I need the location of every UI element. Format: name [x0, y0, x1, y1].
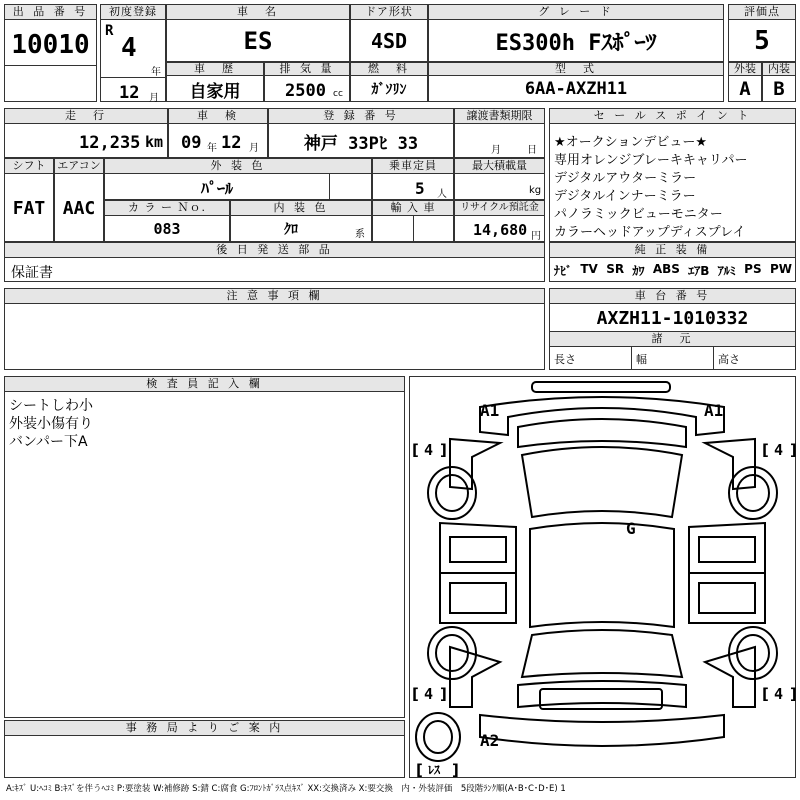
- history-value: 自家用: [189, 81, 241, 102]
- exterior-color-box: [104, 158, 372, 200]
- lot-number-label: 出 品 番 号: [4, 4, 97, 20]
- color-no-box: [104, 200, 230, 242]
- interior-grade-label: 内装: [762, 62, 796, 76]
- sales-point-item: パノラミックビューモニター: [554, 207, 723, 222]
- equipment-item: PS: [744, 262, 762, 276]
- equipment-box: [549, 242, 796, 282]
- grade-box: [428, 4, 724, 62]
- first-reg-year: 4: [121, 33, 137, 63]
- interior-color-value: ｸﾛ: [284, 222, 298, 238]
- score-label: 評価点: [728, 4, 796, 20]
- equipment-item: ｱﾙﾐ: [717, 264, 736, 278]
- fuel-box: [350, 62, 428, 102]
- displacement-label: 排 気 量: [264, 62, 350, 76]
- sales-point-item: デジタルアウターミラー: [554, 171, 697, 186]
- spare-tire-mark: ﾚｽ: [428, 763, 441, 777]
- mark-roof: G: [626, 519, 636, 538]
- inspection-box: [168, 108, 268, 158]
- svg-text:]: ]: [790, 685, 797, 703]
- mileage-label: 走 行: [4, 108, 168, 124]
- lot-number-box: [4, 4, 97, 102]
- sales-points-label: セ ー ル ス ポ イ ン ト: [549, 108, 796, 124]
- office-box: [4, 720, 405, 778]
- transfer-month-unit: 月: [491, 145, 501, 156]
- svg-text:[: [: [762, 685, 769, 703]
- spec-length: 長さ: [550, 346, 632, 370]
- specs-label: 諸 元: [549, 331, 796, 347]
- color-no-label: カ ラ ー Ｎｏ.: [104, 200, 230, 216]
- exterior-color-label: 外 装 色: [104, 158, 372, 174]
- equipment-item: TV: [580, 262, 598, 276]
- spec-width: 幅: [632, 346, 714, 370]
- inspection-label: 車 検: [168, 108, 268, 124]
- color-no-value: 083: [153, 220, 181, 238]
- office-label: 事 務 局 よ り ご 案 内: [4, 720, 405, 736]
- max-load-unit: kg: [529, 185, 542, 196]
- inspector-note: シートしわ小: [9, 398, 93, 414]
- exterior-grade-label: 外装: [728, 62, 762, 76]
- interior-color-box: [230, 200, 372, 242]
- car-name-value: ES: [243, 27, 273, 55]
- first-reg-era: R: [105, 23, 114, 39]
- mark-front-right: A1: [704, 401, 724, 420]
- recycle-label: リサイクル預託金: [454, 200, 545, 216]
- svg-text:[: [: [412, 441, 419, 459]
- later-parts-value: 保証書: [11, 265, 53, 281]
- door-value: 4SD: [370, 29, 408, 53]
- equipment-list: [554, 262, 792, 279]
- exterior-grade-value: A: [739, 78, 751, 100]
- svg-text:[: [: [416, 761, 423, 779]
- chassis-box: [549, 288, 796, 370]
- grade-label: グ レ ー ド: [428, 4, 724, 20]
- sales-point-item: 専用オレンジブレーキキャリパー: [554, 153, 748, 168]
- sales-point-item: デジタルインナーミラー: [554, 189, 696, 204]
- import-box: [372, 200, 454, 242]
- exterior-color-value: ﾊﾟｰﾙ: [200, 178, 233, 198]
- capacity-value: 5: [415, 179, 425, 198]
- door-label: ドア形状: [350, 4, 428, 20]
- first-reg-month: 12: [119, 83, 140, 103]
- model-box: [428, 62, 724, 102]
- equipment-item: PW: [769, 262, 792, 276]
- inspection-year: 09: [181, 133, 202, 153]
- displacement-value: 2500: [285, 81, 326, 101]
- grade-value: ES300h Fｽﾎﾟｰﾂ: [495, 30, 657, 56]
- displacement-unit: cc: [333, 89, 343, 99]
- legend-text: A:ｷｽﾞ U:ﾍｺﾐ B:ｷｽﾞを伴うﾍｺﾐ P:要塗装 W:補修跡 S:錆 C:腐食 G:ﾌﾛﾝﾄｶﾞﾗｽ点ｷｽﾞ XX:交換済み X:要交換 内・外装評価 5段階ﾗﾝｸ順(A･B･C･D･E) 1: [6, 784, 566, 794]
- fuel-label: 燃 料: [350, 62, 428, 76]
- interior-color-suffix: 系: [355, 229, 365, 240]
- model-label: 型 式: [428, 62, 724, 76]
- interior-grade-box: [762, 62, 796, 102]
- interior-color-label: 内 装 色: [230, 200, 372, 216]
- spec-height: 高さ: [718, 353, 740, 366]
- shift-box: [4, 158, 54, 242]
- svg-text:]: ]: [452, 761, 459, 779]
- capacity-unit: 人: [437, 189, 447, 200]
- svg-text:[: [: [412, 685, 419, 703]
- inspector-note: 外装小傷有り: [9, 416, 93, 432]
- sales-point-item: ★オークションデビュー★: [554, 135, 708, 150]
- tire-rr-mark: 4: [774, 685, 784, 703]
- caution-box: [4, 288, 545, 370]
- shift-label: シフト: [4, 158, 54, 174]
- aircon-value: AAC: [62, 197, 96, 219]
- first-registration-box: [100, 4, 166, 102]
- score-box: [728, 4, 796, 62]
- transfer-box: [454, 108, 545, 158]
- door-box: [350, 4, 428, 62]
- plate-label: 登 録 番 号: [268, 108, 454, 124]
- later-parts-box: [4, 242, 545, 282]
- mileage-value: 12,235: [79, 133, 141, 153]
- mark-front-left: A1: [480, 401, 500, 420]
- mileage-unit: km: [145, 133, 164, 151]
- equipment-item: SR: [606, 262, 625, 276]
- chassis-label: 車 台 番 号: [549, 288, 796, 304]
- car-name-box: [166, 4, 350, 62]
- interior-grade-value: B: [773, 78, 785, 100]
- capacity-box: [372, 158, 454, 200]
- plate-value: 神戸 33Pﾋ 33: [303, 133, 419, 154]
- aircon-label: エアコン: [54, 158, 104, 174]
- history-box: [166, 62, 264, 102]
- svg-text:]: ]: [440, 685, 447, 703]
- inspection-month-unit: 月: [249, 143, 259, 154]
- inspector-note: バンパー下A: [9, 434, 88, 450]
- score-value: 5: [754, 26, 770, 56]
- car-diagram: [409, 376, 796, 778]
- equipment-item: ﾅﾋﾞ: [554, 264, 573, 278]
- inspection-year-unit: 年: [207, 143, 217, 154]
- aircon-box: [54, 158, 104, 242]
- max-load-box: [454, 158, 545, 200]
- caution-label: 注 意 事 項 欄: [4, 288, 545, 304]
- shift-value: FAT: [12, 197, 46, 219]
- inspector-box: [4, 376, 405, 718]
- first-reg-month-unit: 月: [149, 93, 159, 104]
- tire-rl-mark: 4: [424, 685, 434, 703]
- capacity-label: 乗車定員: [372, 158, 454, 174]
- equipment-item: ｶﾜ: [632, 264, 645, 278]
- first-registration-label: 初度登録: [100, 4, 166, 20]
- plate-box: [268, 108, 454, 158]
- equipment-item: ｴｱB: [688, 264, 710, 278]
- inspection-month: 12: [221, 133, 242, 153]
- recycle-box: [454, 200, 545, 242]
- car-diagram-svg: [410, 377, 795, 777]
- svg-text:[: [: [762, 441, 769, 459]
- first-reg-year-unit: 年: [151, 67, 161, 78]
- svg-text:]: ]: [790, 441, 797, 459]
- max-load-label: 最大積載量: [454, 158, 545, 174]
- history-label: 車 歴: [166, 62, 264, 76]
- car-name-label: 車 名: [166, 4, 350, 20]
- tire-fl-mark: 4: [424, 441, 434, 459]
- model-value: 6AA-AXZH11: [524, 79, 628, 99]
- recycle-value: 14,680: [473, 221, 528, 239]
- equipment-item: ABS: [652, 262, 680, 276]
- transfer-label: 譲渡書類期限: [454, 108, 545, 124]
- lot-number-value: 10010: [11, 30, 90, 60]
- mileage-box: [4, 108, 168, 158]
- displacement-box: [264, 62, 350, 102]
- recycle-unit: 円: [531, 231, 541, 242]
- chassis-value: AXZH11-1010332: [596, 307, 749, 329]
- tire-fr-mark: 4: [774, 441, 784, 459]
- fuel-value: ｶﾞｿﾘﾝ: [371, 82, 407, 98]
- later-parts-label: 後 日 発 送 部 品: [4, 242, 545, 258]
- transfer-day-unit: 日: [527, 145, 537, 156]
- inspector-label: 検 査 員 記 入 欄: [4, 376, 405, 392]
- equipment-label: 純 正 装 備: [549, 242, 796, 258]
- mark-rear-left: A2: [480, 731, 500, 750]
- sales-points-box: [549, 108, 796, 242]
- exterior-grade-box: [728, 62, 762, 102]
- svg-text:]: ]: [440, 441, 447, 459]
- sales-point-item: カラーヘッドアップディスプレイ: [554, 225, 746, 240]
- import-label: 輸 入 車: [372, 200, 454, 216]
